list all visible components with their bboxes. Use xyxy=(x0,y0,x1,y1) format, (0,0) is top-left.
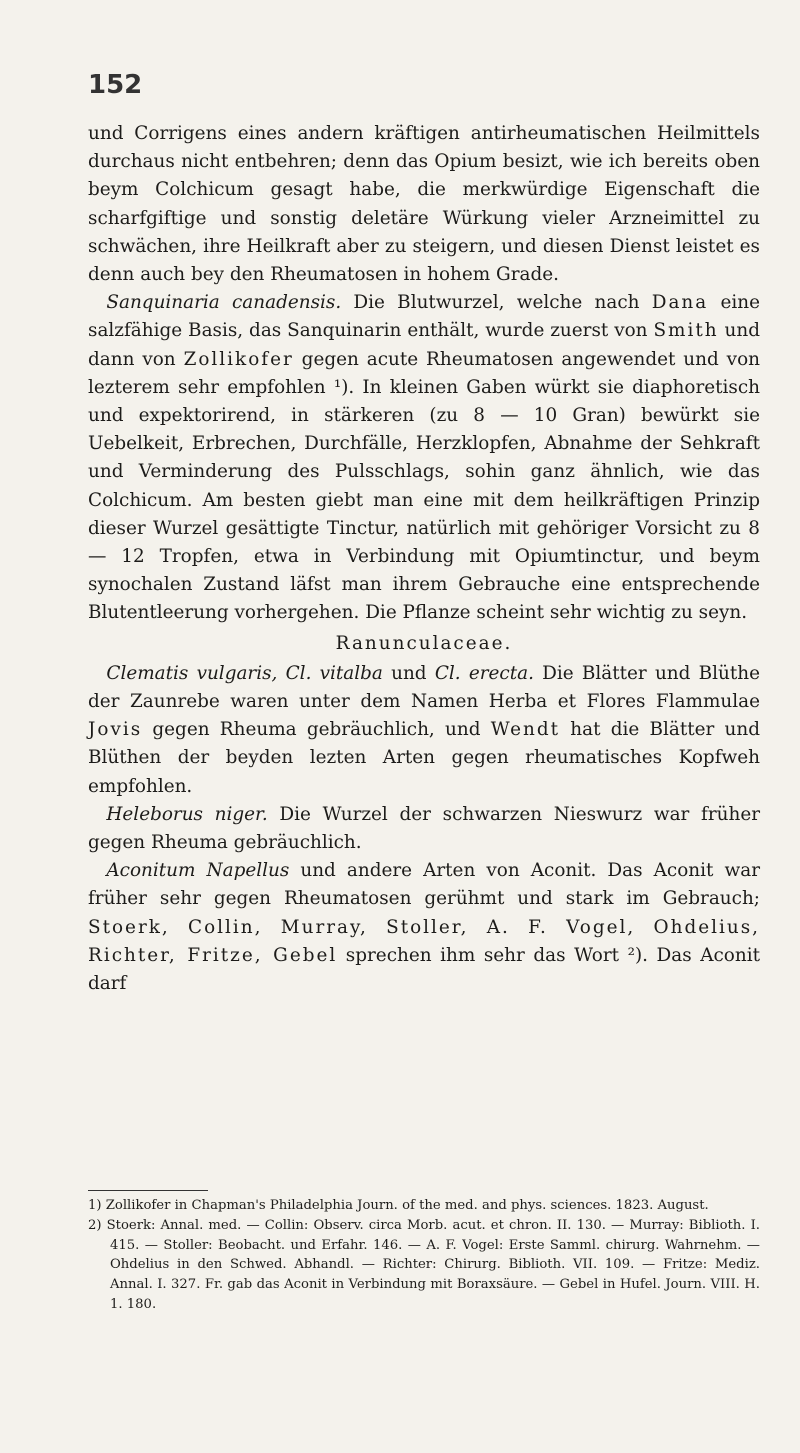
plant-title-sanquinaria: Sanquinaria canadensis. xyxy=(106,292,342,314)
word-jovis: Jovis xyxy=(88,719,143,741)
paragraph-heleborus: Heleborus niger. Die Wurzel der schwarzen Nieswurz war früher gegen Rheuma gebräuchlich. xyxy=(88,803,760,854)
footnotes xyxy=(88,1196,760,1315)
footnote-2: 2) Stoerk: Annal. med. — Collin: Observ. circa Morb. acut. et chron. II. 130. — Murray: Biblioth. I. 415. — Stoller: Beobacht. und Erfahr. 146. — A. F. Vogel: Erste Samml. chirurg. Wahrnehm. — Ohdelius in den Schwed. Abhandl. — Richter: Chirurg. Biblioth. VII. 109. — Fritze: Mediz. Annal. I. 327. Fr. gab das Aconit in Verbindung mit Boraxsäure. — Gebel in Hufel. Journ. VIII. H. 1. 180. xyxy=(88,1217,760,1312)
plant-title-clematis: Clematis vulgaris, Cl. vitalba xyxy=(106,662,383,684)
plant-title-heleborus: Heleborus niger. xyxy=(106,803,268,825)
author-smith: Smith xyxy=(653,320,719,342)
main-text xyxy=(88,120,760,998)
paragraph-aconitum: Aconitum Napellus und andere Arten von Aconit. Das Aconit war früher sehr gegen Rheumatosen gerühmt und stark im Gebrauch; Stoerk, Collin, Murray, Stoller, A. F. Vogel, Ohdelius, Richter, Fritze, Gebel sprechen ihm sehr das Wort ²). Das Aconit darf xyxy=(88,860,760,995)
paragraph-clematis: Clematis vulgaris, Cl. vitalba und Cl. erecta. Die Blätter und Blüthe der Zaunrebe waren unter dem Namen Herba et Flores Flammulae Jovis gegen Rheuma gebräuchlich, und Wendt hat die Blätter und Blüthen der beyden lezten Arten gegen rheumatisches Kopfweh empfohlen. xyxy=(88,662,760,797)
paragraph-sanquinaria: Sanquinaria canadensis. Die Blutwurzel, welche nach Dana eine salzfähige Basis, das Sanquinarin enthält, wurde zuerst von Smith und dann von Zollikofer gegen acute Rheumatosen angewendet und von lezterem sehr empfohlen ¹). In kleinen Gaben würkt sie diaphoretisch und expektorirend, in stärkeren (zu 8 — 10 Gran) bewürkt sie Uebelkeit, Erbrechen, Durchfälle, Herzklopfen, Abnahme der Sehkraft und Verminderung des Pulsschlags, sohin ganz ähnlich, wie das Colchicum. Am besten giebt man eine mit dem heilkräftigen Prinzip dieser Wurzel gesättigte Tinctur, natürlich mit gehöriger Vorsicht zu 8 — 12 Tropfen, etwa in Verbindung mit Opiumtinctur, und beym synochalen Zustand läfst man ihrem Gebrauche eine entsprechende Blutentleerung vorhergehen. Die Pflanze scheint sehr wichtig zu seyn. xyxy=(88,292,760,624)
paragraph-opium: und Corrigens eines andern kräftigen antirheumatischen Heilmittels durchaus nicht entbehren; denn das Opium besizt, wie ich bereits oben beym Colchicum gesagt habe, die merkwürdige Eigenschaft die scharfgiftige und sonstig deletäre Würkung vieler Arzneimittel zu schwächen, ihre Heilkraft aber zu steigern, und diesen Dienst leistet es denn auch bey den Rheumatosen in hohem Grade. xyxy=(88,123,760,286)
author-wendt: Wendt xyxy=(490,719,561,741)
footnote-1: 1) Zollikofer in Chapman's Philadelphia Journ. of the med. and phys. sciences. 1823. August. xyxy=(88,1198,709,1213)
plant-title-aconitum: Aconitum Napellus xyxy=(106,860,290,882)
page-number: 152 xyxy=(88,70,143,100)
author-list: Stoerk, Collin, Murray, Stoller, A. F. Vogel, Ohdelius, Richter, Fritze, Gebel xyxy=(88,916,760,966)
author-dana: Dana xyxy=(651,292,709,314)
plant-title-clematis-erecta: Cl. erecta. xyxy=(434,662,534,684)
section-heading-ranunculaceae: Ranunculaceae. xyxy=(335,632,513,654)
footnote-rule xyxy=(88,1190,208,1191)
author-zollikofer: Zollikofer xyxy=(183,348,294,370)
